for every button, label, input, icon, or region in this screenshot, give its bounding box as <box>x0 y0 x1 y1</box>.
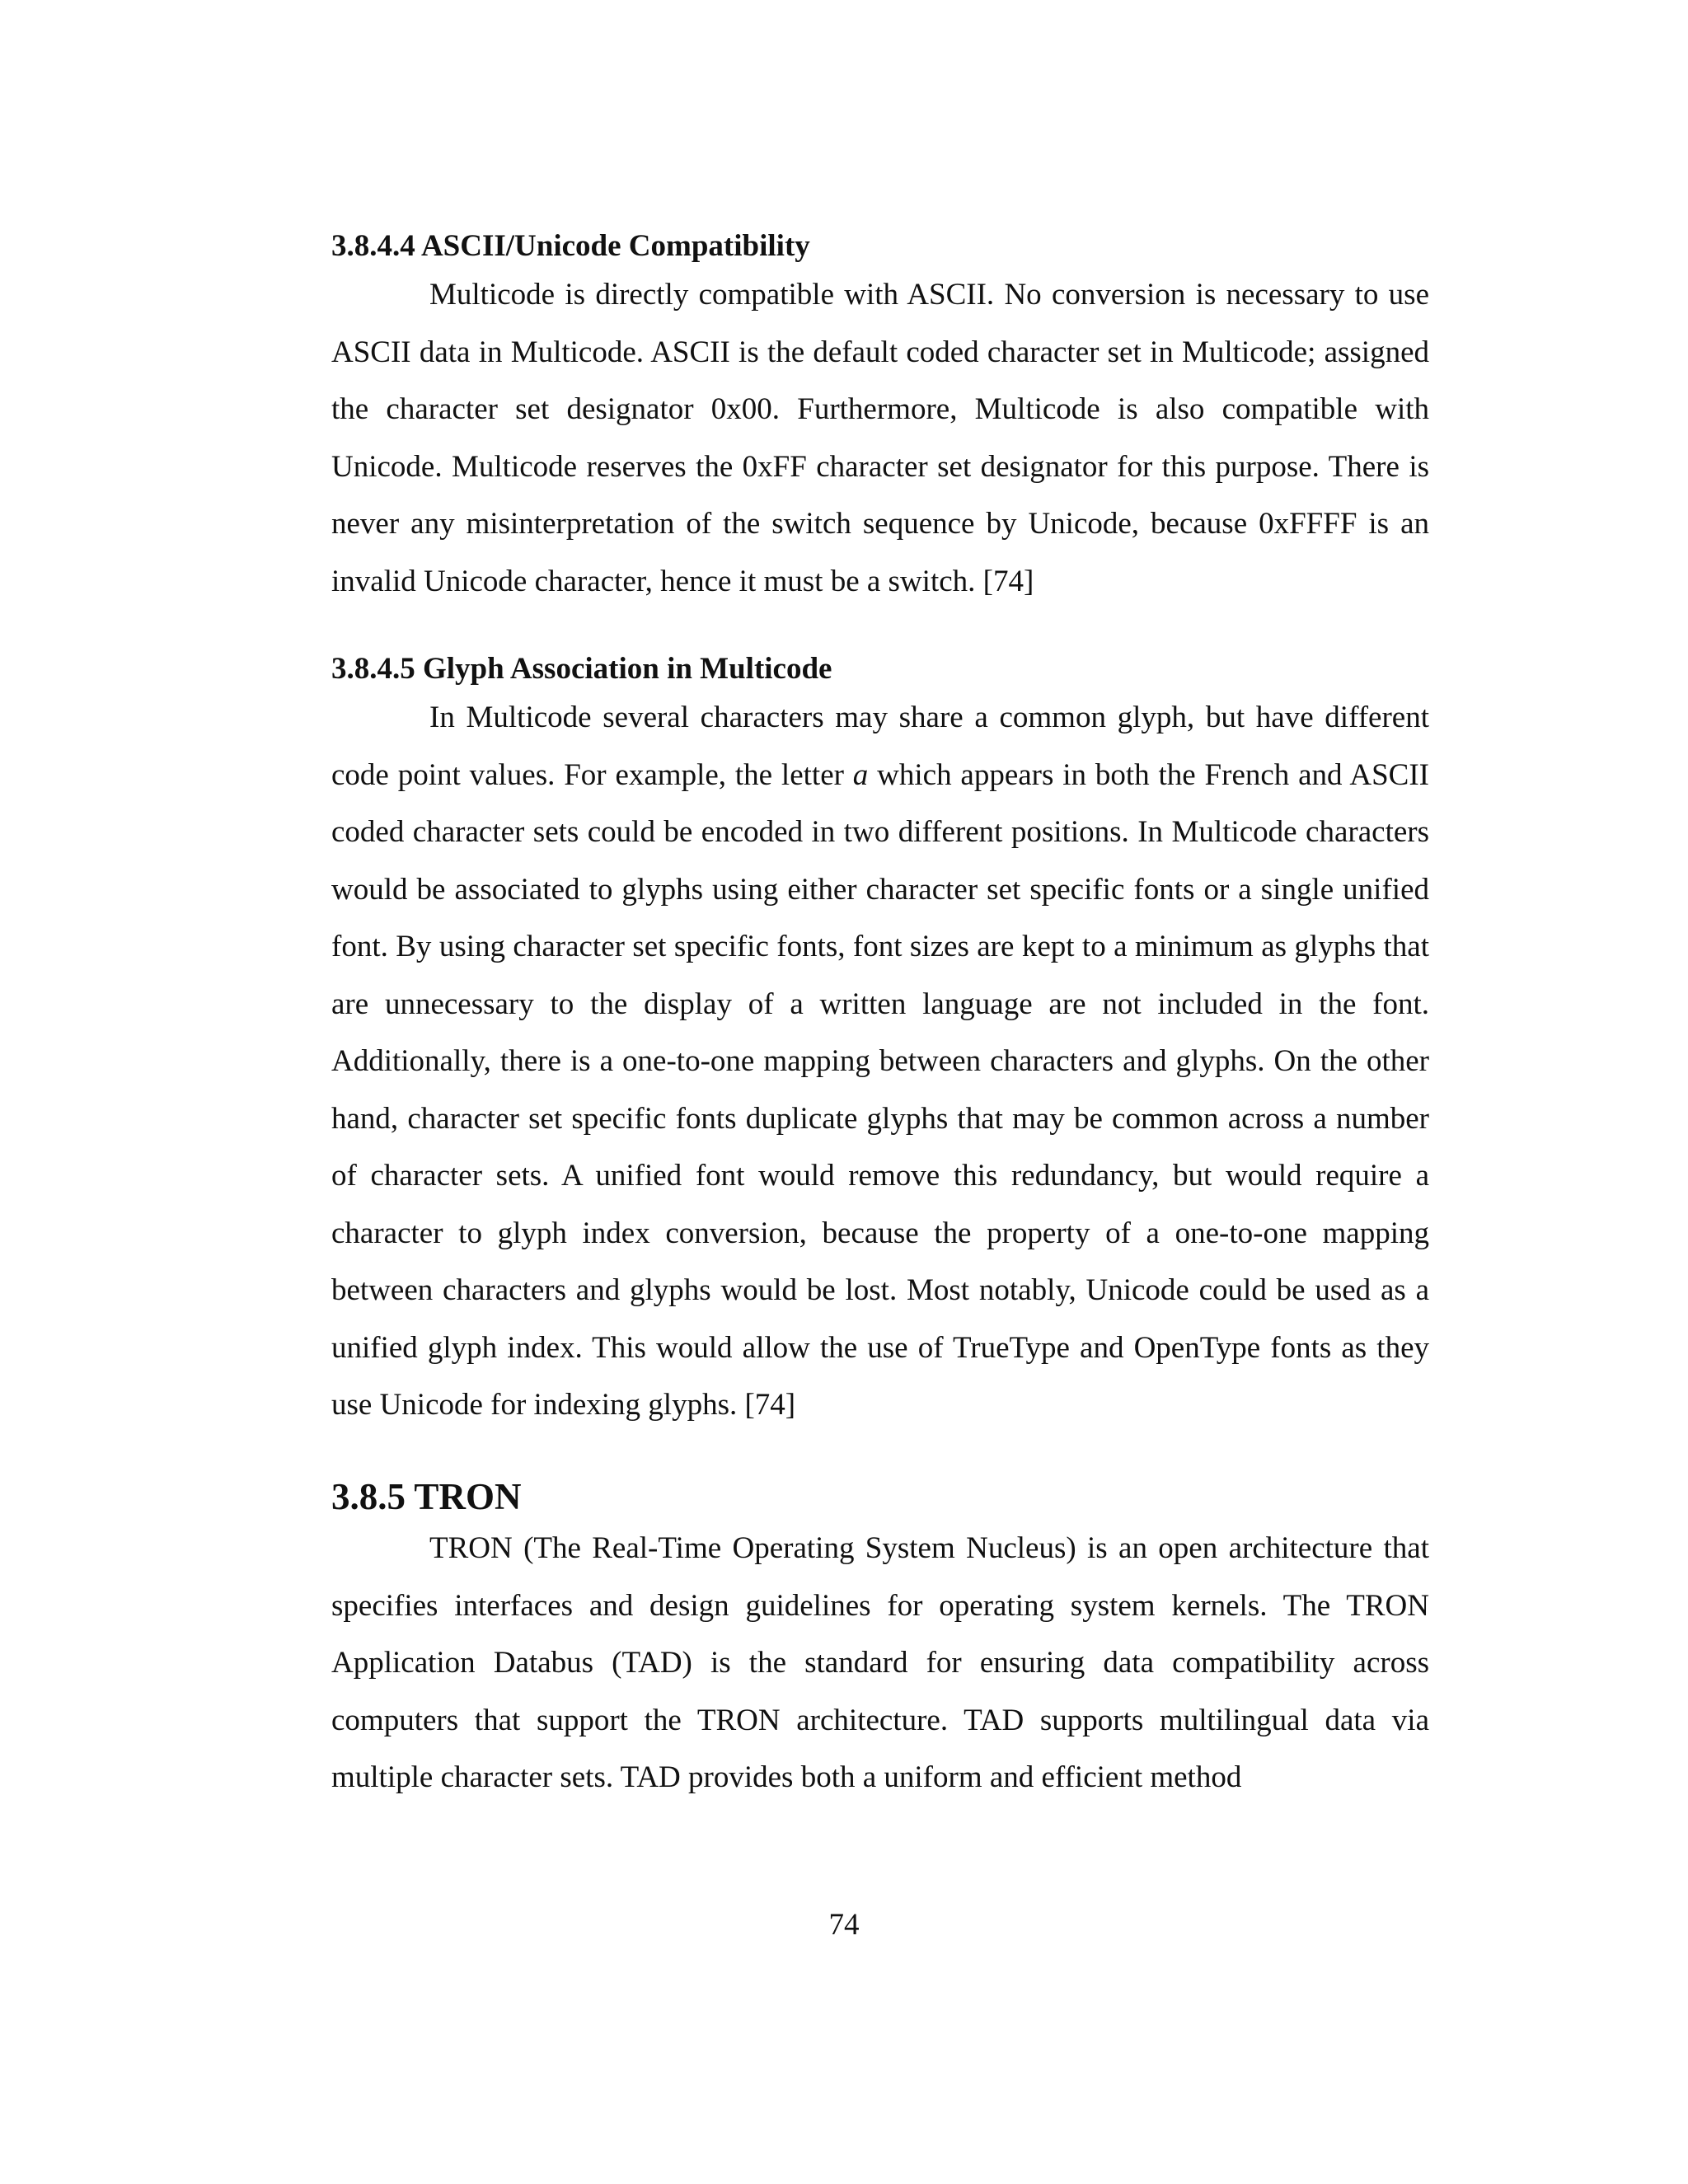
section-glyph-association <box>331 649 1429 1434</box>
italic-letter: a <box>852 757 869 792</box>
page-number: 74 <box>828 1908 860 1942</box>
section-paragraph: TRON (The Real-Time Operating System Nucleus) is an open architecture that specifies interfaces and design guidelines for operating system kernels. The TRON Application Databus (TAD) is the standard for ensuring data compatibility across computers that support the TRON architecture. TAD supports multilingual data via multiple character sets. TAD provides both a uniform and efficient method <box>331 1531 1429 1794</box>
section-heading: 3.8.4.5 Glyph Association in Multicode <box>331 652 832 686</box>
section-paragraph <box>331 689 1429 1434</box>
paragraph-text: In Multicode several characters may share a common glyph, but have different code point values. For example, the letter <box>331 701 1429 792</box>
section-heading: 3.8.4.4 ASCII/Unicode Compatibility <box>331 229 810 263</box>
section-ascii-unicode-compatibility <box>331 227 1429 610</box>
chapter-heading: 3.8.5 TRON <box>331 1476 522 1517</box>
paragraph-text: which appears in both the French and ASCII coded character sets could be encoded in two different positions. In Multicode characters would be associated to glyphs using either character set specific fonts or a single unified font. By using character set specific fonts, font sizes are kept to a minimum as glyphs that are unnecessary to the display of a written language are not included in the font. Additionally, there is a one-to-one mapping between characters and glyphs. On the other hand, character set specific fonts duplicate glyphs that may be common across a number of character sets. A unified font would remove this redundancy, but would require a character to glyph index conversion, because the property of a one-to-one mapping between characters and glyphs would be lost. Most notably, Unicode could be used as a unified glyph index. This would allow the use of TrueType and OpenType fonts as they use Unicode for indexing glyphs. [74] <box>331 757 1429 1422</box>
section-tron <box>331 1474 1429 1807</box>
section-paragraph: Multicode is directly compatible with ASCII. No conversion is necessary to use ASCII data in Multicode. ASCII is the default coded character set in Multicode; assigned the character set designator 0x00. Furthermore, Multicode is also compatible with Unicode. Multicode reserves the 0xFF character set designator for this purpose. There is never any misinterpretation of the switch sequence by Unicode, because 0xFFFF is an invalid Unicode character, hence it must be a switch. [74] <box>331 278 1429 598</box>
